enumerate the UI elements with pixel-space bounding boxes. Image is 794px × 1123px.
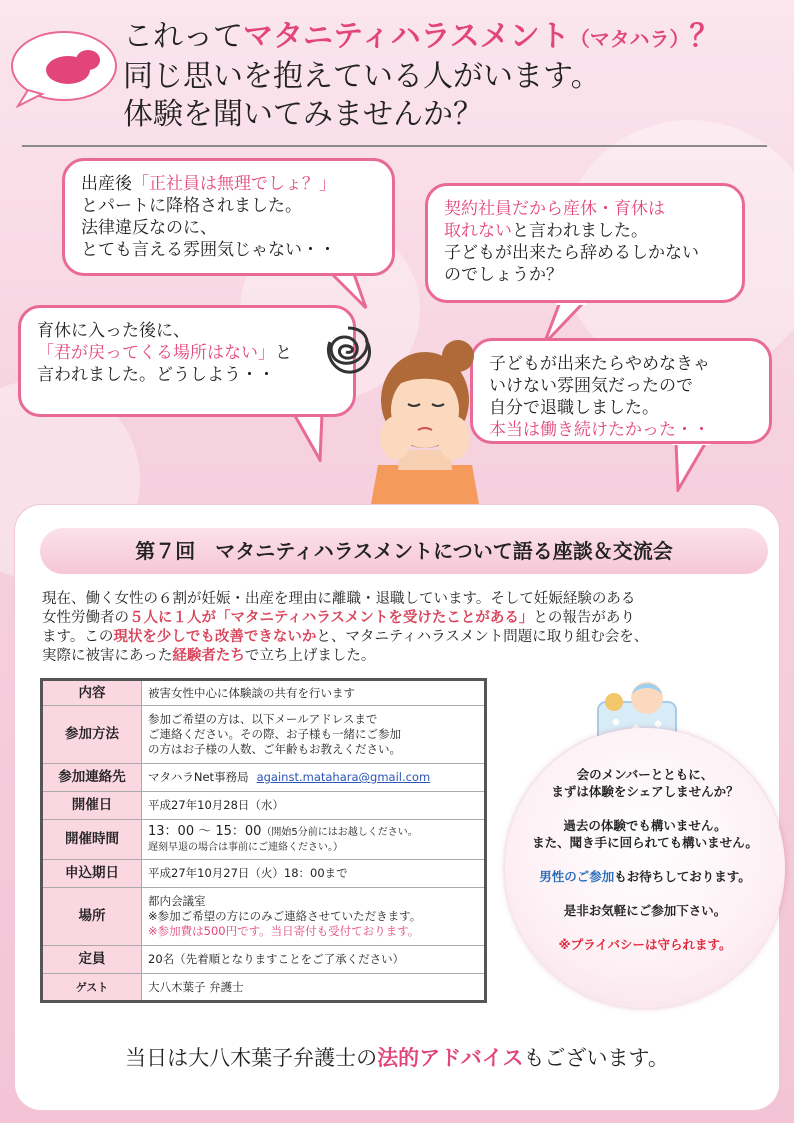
circle-line2: まずは体験をシェアしませんか？: [551, 784, 739, 799]
row-header-deadline: 申込期日: [42, 860, 142, 888]
event-details-table: [40, 678, 487, 1003]
circle-line1: 会のメンバーとともに、: [576, 767, 714, 782]
intro-line4-pre: 実際に被害にあった: [42, 648, 173, 664]
table-row: [42, 888, 486, 946]
intro-line4-emphasis: 経験者たち: [172, 648, 245, 664]
circle-line6: 是非お気軽にご参加下さい。: [563, 903, 727, 918]
table-row: [42, 974, 486, 1002]
page-title: [123, 18, 720, 134]
circle-line4: また、聞き手に回られても構いません。: [532, 835, 758, 850]
intro-line3-pre: ます。この: [42, 629, 114, 645]
footer-highlight: 法的アドバイス: [377, 1046, 524, 1070]
worried-woman-illustration: [360, 320, 490, 510]
bubble3-line3: 言われました。どうしよう・・: [37, 365, 275, 385]
method-line1: 参加ご希望の方は、以下メールアドレスまで: [148, 712, 378, 726]
row-value-deadline: 平成27年10月27日（火）18：00まで: [142, 860, 486, 888]
time-note2: 遅刻早退の場合は事前にご連絡ください。）: [148, 842, 343, 853]
bubble1-line4: とても言える雰囲気じゃない・・: [81, 240, 336, 260]
row-value-date: 平成27年10月28日（水）: [142, 792, 486, 820]
method-line2: ご連絡ください。その際、お子様も一緒にご参加: [148, 727, 401, 741]
time-main: 13：00 〜 15：00: [148, 824, 262, 839]
bubble1-line3: 法律違反なのに、: [81, 218, 217, 238]
footer-note: [0, 1042, 794, 1072]
method-line3: の方はお子様の人数、ご年齢もお教えください。: [148, 742, 401, 756]
table-row: [42, 946, 486, 974]
bubble2-line2: と言われました。: [512, 221, 648, 241]
intro-paragraph: [42, 590, 762, 666]
footer-post: もございます。: [523, 1046, 669, 1070]
title-paren: （マタハラ）: [569, 27, 690, 51]
bubble4-line4: 本当は働き続けたかった・・: [489, 420, 710, 440]
title-line3: 体験を聞いてみませんか？: [123, 97, 483, 132]
circle-men-welcome: 男性のご参加: [539, 869, 615, 884]
bubble4-line2: いけない雰囲気だったので: [489, 376, 693, 396]
bubble-tail-icon: [672, 440, 712, 492]
bubble3-line2: と: [275, 343, 292, 363]
bubble-tail-icon: [290, 412, 330, 462]
table-row: [42, 764, 486, 792]
row-header-content: 内容: [42, 680, 142, 706]
intro-line3-post: と、マタニティハラスメント問題に取り組む会を、: [316, 629, 649, 645]
row-value-contact: [142, 764, 486, 792]
row-header-guest: ゲスト: [42, 974, 142, 1002]
title-line1-pre: これって: [123, 19, 243, 54]
place-line1: 都内会議室: [148, 894, 206, 908]
contact-email-link[interactable]: against.matahara@gmail.com: [256, 770, 431, 784]
table-row: [42, 792, 486, 820]
intro-line4-post: で立ち上げました。: [244, 648, 376, 664]
bubble4-line3: 自分で退職しました。: [489, 398, 659, 418]
bubble3-line1: 育休に入った後に、: [37, 321, 190, 341]
testimony-bubble-2: [425, 183, 745, 303]
intro-line2-emphasis: ５人に１人が「マタニティハラスメントを受けたことがある」: [129, 610, 534, 626]
circle-privacy-note: ※プライバシーは守られます。: [558, 937, 732, 952]
table-row: [42, 820, 486, 860]
footer-pre: 当日は大八木葉子弁護士の: [125, 1046, 378, 1070]
bubble1-quote: 「正社員は無理でしょ？」: [132, 174, 336, 194]
intro-line1: 現在、働く女性の６割が妊娠・出産を理由に離職・退職しています。そして妊娠経験のある: [42, 591, 636, 607]
intro-line2-post: との報告があり: [533, 610, 635, 626]
contact-org: マタハラNet事務局: [148, 770, 249, 784]
circle-line5: もお待ちしております。: [614, 869, 751, 884]
table-row: [42, 706, 486, 764]
event-title: 第７回 マタニティハラスメントについて語る座談＆交流会: [40, 528, 768, 574]
speech-bubble-logo-icon: [8, 28, 120, 108]
row-value-content: 被害女性中心に体験談の共有を行います: [142, 680, 486, 706]
title-highlight: マタニティハラスメント: [243, 19, 570, 54]
intro-line3-emphasis: 現状を少しでも改善できないか: [113, 629, 317, 645]
table-row: [42, 680, 486, 706]
intro-line2-pre: 女性労働者の: [42, 610, 129, 626]
row-value-guest: 大八木葉子 弁護士: [142, 974, 486, 1002]
testimony-bubble-3: [18, 305, 356, 417]
bubble4-line1: 子どもが出来たらやめなきゃ: [489, 354, 710, 374]
bubble2-line1: 契約社員だから産休・育休は: [444, 199, 665, 219]
time-note1: （開始5分前にはお越しください。: [261, 827, 418, 838]
place-line3: ※参加費は500円です。当日寄付も受付ております。: [148, 924, 420, 938]
header-divider: [22, 145, 767, 147]
row-header-time: 開催時間: [42, 820, 142, 860]
message-circle-text: [505, 766, 785, 970]
testimony-bubble-1: [62, 158, 395, 276]
row-header-place: 場所: [42, 888, 142, 946]
row-value-capacity: 20名（先着順となりますことをご了承ください）: [142, 946, 486, 974]
title-question: ？: [689, 19, 720, 54]
bubble1-line2: とパートに降格されました。: [81, 196, 302, 216]
bubble2-pink: 取れない: [444, 221, 512, 241]
bubble3-quote: 「君が戻ってくる場所はない」: [37, 343, 275, 363]
row-header-capacity: 定員: [42, 946, 142, 974]
row-header-contact: 参加連絡先: [42, 764, 142, 792]
row-value-time: [142, 820, 486, 860]
bubble2-line4: のでしょうか？: [444, 265, 563, 285]
row-header-method: 参加方法: [42, 706, 142, 764]
row-value-method: [142, 706, 486, 764]
table-row: [42, 860, 486, 888]
row-value-place: [142, 888, 486, 946]
circle-line3: 過去の体験でも構いません。: [563, 818, 727, 833]
place-line2: ※参加ご希望の方にのみご連絡させていただきます。: [148, 909, 422, 923]
bubble1-line1: 出産後: [81, 174, 132, 194]
row-header-date: 開催日: [42, 792, 142, 820]
bubble2-line3: 子どもが出来たら辞めるしかない: [444, 243, 699, 263]
title-line2: 同じ思いを抱えている人がいます。: [123, 59, 601, 94]
testimony-bubble-4: [470, 338, 772, 444]
